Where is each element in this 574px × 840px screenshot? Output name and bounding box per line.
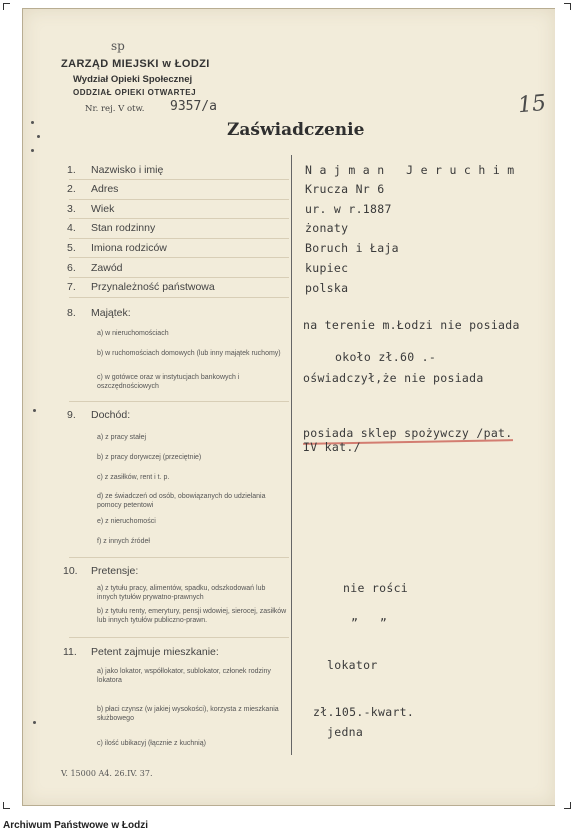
row-rule bbox=[69, 218, 289, 219]
column-divider bbox=[291, 155, 292, 755]
margin-mark bbox=[33, 409, 36, 412]
field-value: ur. w r.1887 bbox=[305, 202, 392, 216]
pretensje-value-a: nie rości bbox=[343, 581, 409, 595]
row-rule bbox=[69, 238, 289, 239]
margin-mark bbox=[31, 121, 34, 124]
archive-footer bbox=[0, 812, 574, 840]
mieszkanie-value-b: zł.105.-kwart. bbox=[313, 705, 415, 719]
section-label-majatek: Majątek: bbox=[91, 307, 131, 319]
row-rule bbox=[69, 257, 289, 258]
dochod-value-2: IV kat./ bbox=[303, 440, 361, 454]
majatek-sub-c: c) w gotówce oraz w instytucjach bankowych i oszczędnościowych bbox=[97, 374, 240, 390]
dochod-sub-e: e) z nieruchomości bbox=[97, 518, 156, 525]
field-value: Krucza Nr 6 bbox=[305, 182, 385, 196]
row-rule bbox=[69, 401, 289, 402]
field-value: polska bbox=[305, 281, 349, 295]
field-label: Przynależność państwowa bbox=[91, 281, 215, 293]
handwritten-number: 15 bbox=[516, 90, 548, 119]
mieszkanie-value-a: lokator bbox=[327, 658, 378, 672]
header-office: ZARZĄD MIEJSKI w ŁODZI bbox=[61, 58, 210, 70]
field-label: Zawód bbox=[91, 262, 123, 274]
archive-label: Archiwum Państwowe w Łodzi bbox=[3, 820, 149, 831]
header-sp: sp bbox=[111, 39, 125, 53]
header-reg-label: Nr. rej. V otw. bbox=[85, 104, 145, 114]
mieszkanie-sub-a: a) jako lokator, współlokator, sublokator, członek rodziny lokatora bbox=[97, 668, 271, 684]
row-rule bbox=[69, 277, 289, 278]
section-label-dochod: Dochód: bbox=[91, 409, 131, 421]
field-label: Nazwisko i imię bbox=[91, 164, 164, 176]
document-page bbox=[22, 8, 556, 806]
dochod-sub-f: f) z innych źródeł bbox=[97, 538, 150, 545]
margin-mark bbox=[37, 135, 40, 138]
field-number: 3. bbox=[67, 203, 76, 215]
section-number: 9. bbox=[67, 409, 76, 421]
margin-mark bbox=[31, 149, 34, 152]
mieszkanie-sub-c: c) ilość ubikacyj (łącznie z kuchnią) bbox=[97, 740, 206, 747]
header-section: ODDZIAŁ OPIEKI OTWARTEJ bbox=[73, 88, 197, 97]
section-number: 8. bbox=[67, 307, 76, 319]
field-label: Stan rodzinny bbox=[91, 222, 156, 234]
dochod-sub-a: a) z pracy stałej bbox=[97, 434, 147, 441]
dochod-sub-b: b) z pracy dorywczej (przeciętnie) bbox=[97, 454, 202, 461]
corner-marker bbox=[564, 802, 571, 809]
pretensje-sub-a: a) z tytułu pracy, alimentów, spadku, odszkodowań lub innych tytułów prywatno-prawnych bbox=[97, 585, 266, 601]
pretensje-value-b: „ „ bbox=[351, 609, 388, 623]
majatek-value-b: około zł.60 .- bbox=[335, 350, 437, 364]
field-number: 1. bbox=[67, 164, 76, 176]
field-value: N a j m a n J e r u c h i m bbox=[305, 163, 515, 177]
majatek-sub-b: b) w ruchomościach domowych (lub inny majątek ruchomy) bbox=[97, 350, 281, 357]
header-department: Wydział Opieki Społecznej bbox=[73, 74, 193, 85]
corner-marker bbox=[3, 802, 10, 809]
corner-marker bbox=[3, 3, 10, 10]
section-number: 10. bbox=[63, 565, 78, 577]
field-label: Wiek bbox=[91, 203, 115, 215]
section-label-pretensje: Pretensje: bbox=[91, 565, 139, 577]
majatek-sub-a: a) w nieruchomościach bbox=[97, 330, 169, 337]
header-reg-number: 9357/a bbox=[170, 99, 217, 114]
majatek-value-a: na terenie m.Łodzi nie posiada bbox=[303, 318, 520, 332]
corner-marker bbox=[564, 3, 571, 10]
section-number: 11. bbox=[63, 646, 77, 658]
dochod-value-1: posiada sklep spożywczy /pat. bbox=[303, 426, 513, 440]
field-number: 6. bbox=[67, 262, 76, 274]
field-number: 2. bbox=[67, 183, 76, 195]
field-number: 7. bbox=[67, 281, 76, 293]
row-rule bbox=[69, 179, 289, 180]
field-value: żonaty bbox=[305, 221, 349, 235]
majatek-value-c: oświadczył,że nie posiada bbox=[303, 371, 484, 385]
field-number: 4. bbox=[67, 222, 76, 234]
form-code: V. 15000 A4. 26.IV. 37. bbox=[61, 769, 153, 778]
field-label: Adres bbox=[91, 183, 119, 195]
pretensje-sub-b: b) z tytułu renty, emerytury, pensji wdowiej, sierocej, zasiłków lub innych tytułów publiczno-prawn. bbox=[97, 608, 287, 624]
field-value: kupiec bbox=[305, 261, 349, 275]
dochod-sub-c: c) z zasiłków, rent i t. p. bbox=[97, 474, 170, 481]
row-rule bbox=[69, 557, 289, 558]
dochod-sub-d: d) ze świadczeń od osób, obowiązanych do udzielania pomocy petentowi bbox=[97, 493, 266, 509]
field-label: Imiona rodziców bbox=[91, 242, 167, 254]
mieszkanie-sub-b: b) płaci czynsz (w jakiej wysokości), korzysta z mieszkania służbowego bbox=[97, 706, 279, 722]
document-title: Zaświadczenie bbox=[227, 120, 365, 140]
margin-mark bbox=[33, 721, 36, 724]
row-rule bbox=[69, 297, 289, 298]
mieszkanie-value-c: jedna bbox=[327, 725, 364, 739]
field-value: Boruch i Łaja bbox=[305, 241, 399, 255]
row-rule bbox=[69, 637, 289, 638]
section-label-mieszkanie: Petent zajmuje mieszkanie: bbox=[91, 646, 219, 658]
field-number: 5. bbox=[67, 242, 76, 254]
row-rule bbox=[69, 199, 289, 200]
